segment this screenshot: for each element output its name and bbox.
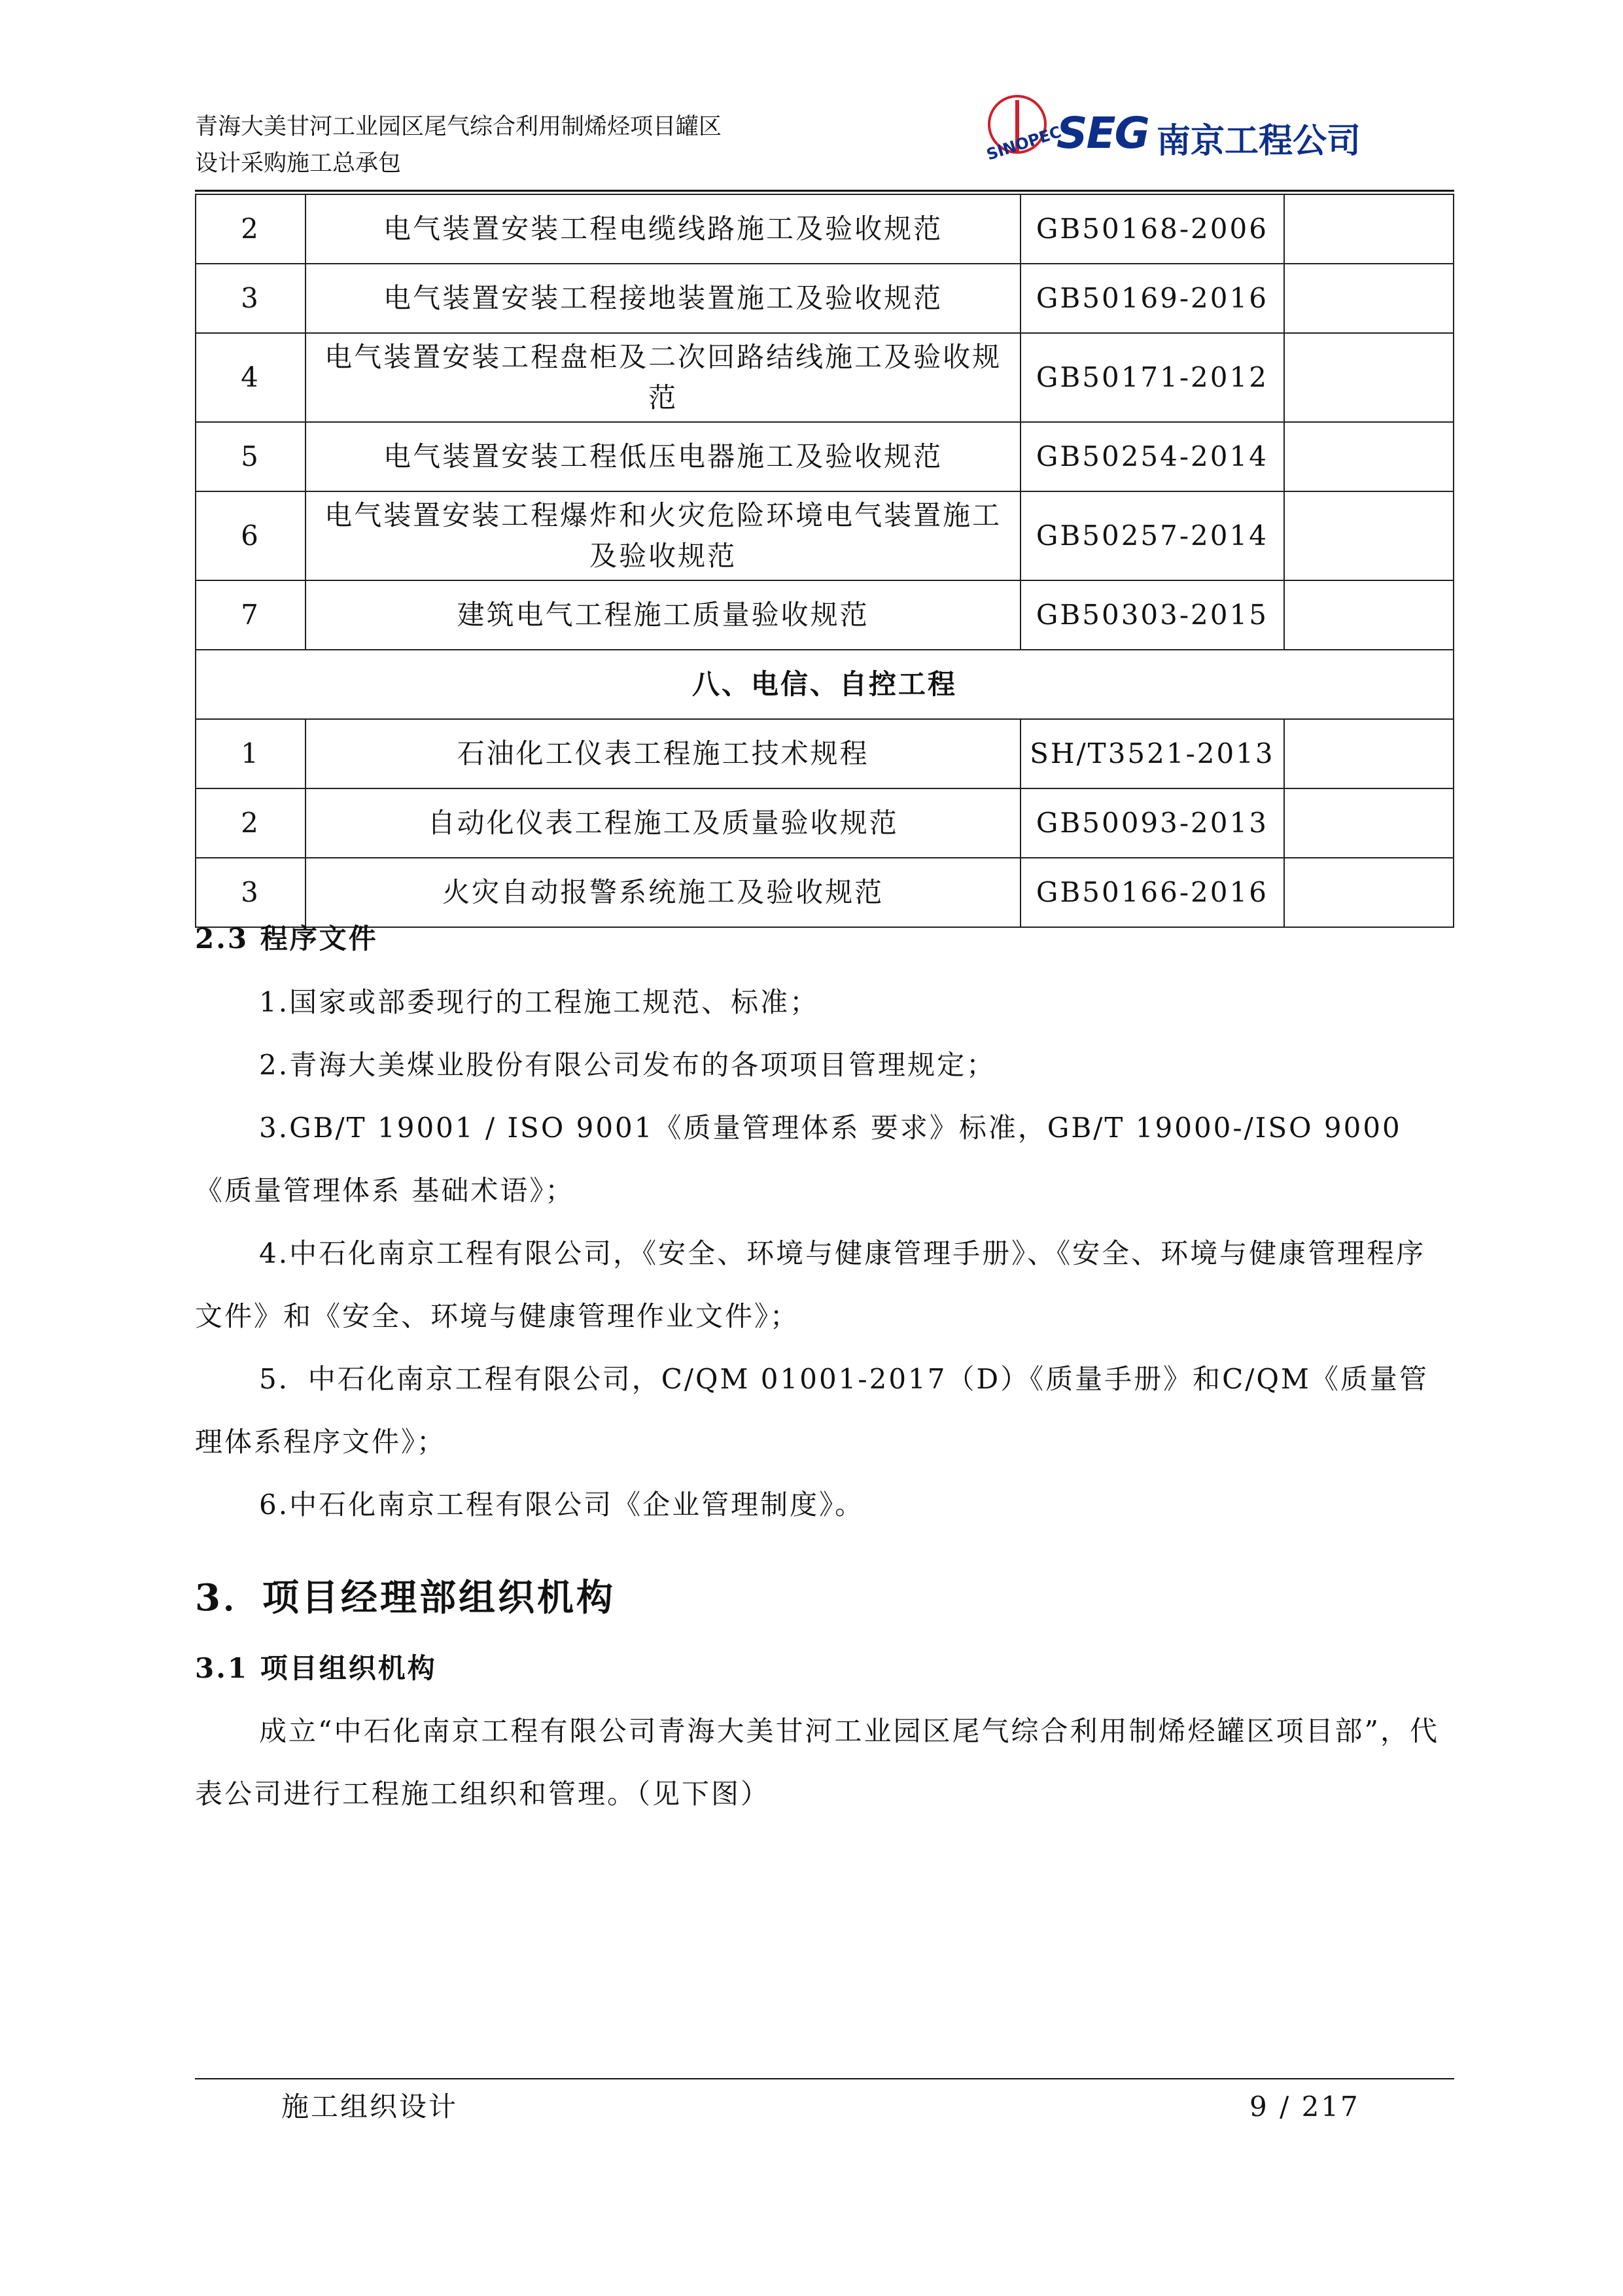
table-section-row [196,650,1454,719]
logo-brand: SEG [1056,108,1149,158]
table-row [196,264,1454,333]
row-number: 4 [196,333,305,422]
table-row [196,580,1454,650]
standard-name: 电气装置安装工程接地装置施工及验收规范 [305,264,1021,333]
logo-company-name: 南京工程公司 [1157,122,1361,161]
table-row [196,333,1454,422]
procedure-item-6: 6.中石化南京工程有限公司《企业管理制度》。 [259,1489,865,1521]
procedure-item-3: 3.GB/T 19001 / ISO 9001《质量管理体系 要求》标准，GB/T 19000-/ISO 9000《质量管理体系 基础术语》； [195,1112,1402,1207]
header-rule [195,190,1454,192]
row-number: 7 [196,580,305,650]
row-number: 2 [196,788,305,858]
standard-name: 电气装置安装工程低压电器施工及验收规范 [305,422,1021,491]
standard-name: 电气装置安装工程电缆线路施工及验收规范 [305,194,1021,264]
logo-sinopec-text: SINOPEC [984,122,1064,164]
standard-code: GB50171-2012 [1021,333,1283,422]
standard-name: 电气装置安装工程盘柜及二次回路结线施工及验收规范 [305,333,1021,422]
standard-code: GB50257-2014 [1021,491,1283,580]
standard-name: 火灾自动报警系统施工及验收规范 [305,858,1021,927]
row-number: 5 [196,422,305,491]
header-title-line1: 青海大美甘河工业园区尾气综合利用制烯烃项目罐区 [195,114,722,140]
header-title-line2: 设计采购施工总承包 [195,150,402,177]
standard-name: 石油化工仪表工程施工技术规程 [305,719,1021,788]
remark-cell [1284,719,1454,788]
standards-table [195,194,1454,928]
footer-doc-title: 施工组织设计 [281,2091,459,2123]
section-3-1-heading: 3.1 项目组织机构 [195,1652,437,1684]
standard-code: GB50169-2016 [1021,264,1283,333]
remark-cell [1284,491,1454,580]
standard-name: 建筑电气工程施工质量验收规范 [305,580,1021,650]
page-number: 9 / 217 [1249,2091,1360,2123]
procedure-item-5: 5．中石化南京工程有限公司，C/QM 01001-2017（D）《质量手册》和C/QM《质量管理体系程序文件》； [195,1363,1429,1458]
section-2-3-heading: 2.3 程序文件 [195,923,378,955]
section-3-1-paragraph: 成立“中石化南京工程有限公司青海大美甘河工业园区尾气综合利用制烯烃罐区项目部”，代表公司进行工程施工组织和管理。（见下图） [195,1715,1439,1810]
standard-code: SH/T3521-2013 [1021,719,1283,788]
standard-code: GB50254-2014 [1021,422,1283,491]
remark-cell [1284,194,1454,264]
row-number: 3 [196,264,305,333]
footer-rule [195,2078,1454,2079]
row-number: 3 [196,858,305,927]
standard-name: 自动化仪表工程施工及质量验收规范 [305,788,1021,858]
row-number: 1 [196,719,305,788]
table-row [196,788,1454,858]
table-row [196,719,1454,788]
table-section-title: 八、电信、自控工程 [196,650,1454,719]
standard-code: GB50166-2016 [1021,858,1283,927]
standard-code: GB50093-2013 [1021,788,1283,858]
standard-code: GB50303-2015 [1021,580,1283,650]
sinopec-seg-logo [981,88,1374,167]
standard-code: GB50168-2006 [1021,194,1283,264]
standard-name: 电气装置安装工程爆炸和火灾危险环境电气装置施工及验收规范 [305,491,1021,580]
table-row [196,194,1454,264]
remark-cell [1284,264,1454,333]
row-number: 6 [196,491,305,580]
remark-cell [1284,333,1454,422]
row-number: 2 [196,194,305,264]
procedure-item-2: 2.青海大美煤业股份有限公司发布的各项项目管理规定； [259,1049,996,1081]
procedure-item-1: 1.国家或部委现行的工程施工规范、标准； [259,986,820,1018]
section-3-heading: 3．项目经理部组织机构 [195,1576,616,1619]
remark-cell [1284,788,1454,858]
remark-cell [1284,580,1454,650]
procedure-item-4: 4.中石化南京工程有限公司，《安全、环境与健康管理手册》、《安全、环境与健康管理程序文件》和《安全、环境与健康管理作业文件》； [195,1237,1426,1332]
remark-cell [1284,422,1454,491]
table-row [196,422,1454,491]
table-row [196,491,1454,580]
